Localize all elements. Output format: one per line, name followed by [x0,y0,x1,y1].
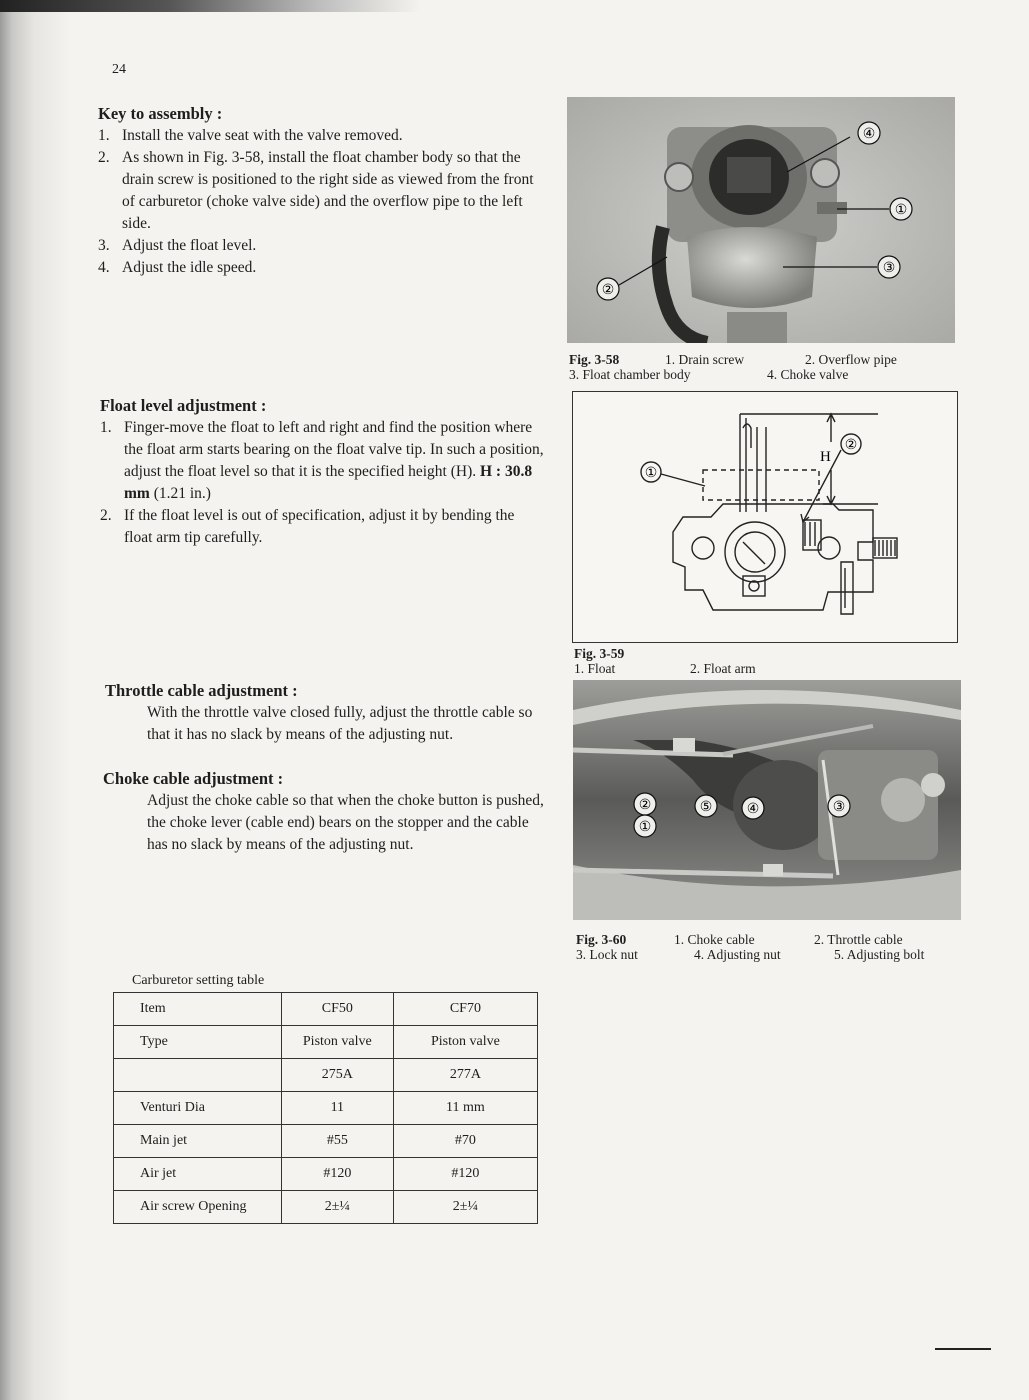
throttle-section [105,681,545,746]
table-cell: #70 [393,1125,537,1158]
assembly-heading: Key to assembly : [98,104,223,123]
table-cell: 2±¼ [393,1191,537,1224]
table-row [114,1125,538,1158]
float-level-section [100,396,546,549]
float-level-step: 1. Finger-move the float to left and right and find the position where the float arm starts bearing on the float valve tip. In such a position, adjust the float level so that it is the specified height (H). H : 30.8 mm (1.21 in.) [100,419,544,502]
assembly-steps [98,125,543,279]
table-row [114,1059,538,1092]
table-cell: Main jet [114,1125,282,1158]
spec-value: 30.8 mm [124,463,533,502]
fig59-label: Fig. 3-59 [574,646,625,661]
table-cell: Piston valve [281,1026,393,1059]
fig58-label: Fig. 3-58 [569,352,620,367]
table-cell: Type [114,1026,282,1059]
float-level-steps [100,417,546,549]
fig60-item: 3. Lock nut [576,947,638,962]
carburetor-setting-table [113,992,538,1224]
binding-shadow [0,0,70,1400]
spec-inch: (1.21 in.) [153,485,211,502]
fig60-label: Fig. 3-60 [576,932,627,947]
table-row [114,993,538,1026]
fig58-item: 1. Drain screw [665,352,745,367]
fig59-callout-1: ① [644,466,658,481]
fig59-callout-2: ② [844,438,858,453]
fig58-item: 2. Overflow pipe [805,352,897,367]
table-cell: CF50 [281,993,393,1026]
fig58-callout-1: ① [894,203,908,218]
table-cell: CF70 [393,993,537,1026]
choke-section [103,769,545,856]
table-cell [114,1059,282,1092]
table-row [114,1092,538,1125]
fig59-item: 1. Float [574,661,616,676]
fig58-item: 3. Float chamber body [569,367,691,382]
fig-3-59-caption [574,646,874,676]
table-cell: Venturi Dia [114,1092,282,1125]
table-cell: #120 [393,1158,537,1191]
table-title: Carburetor setting table [132,973,265,988]
table-cell: 277A [393,1059,537,1092]
assembly-step: 2. As shown in Fig. 3-58, install the float chamber body so that the drain screw is positioned to the right side as viewed from the front of carburetor (choke valve side) and the overflow pipe to the left side. [98,149,534,232]
top-edge-shadow [0,0,420,12]
table-cell: 11 [281,1092,393,1125]
float-level-heading: Float level adjustment : [100,396,267,415]
fig60-item: 5. Adjusting bolt [834,947,925,962]
fig60-callout-3: ③ [832,800,846,815]
assembly-step: 3. Adjust the float level. [98,237,257,254]
assembly-section [98,104,543,279]
choke-text: Adjust the choke cable so that when the choke button is pushed, the choke lever (cable end) bears on the stopper and the cable has no slack by means of the adjusting nut. [147,792,544,853]
table-row [114,1191,538,1224]
fig-3-60-photo [573,680,961,920]
fig-3-60-caption [576,932,961,962]
table-row [114,1026,538,1059]
table-cell: Air jet [114,1158,282,1191]
table-cell: 275A [281,1059,393,1092]
page-number: 24 [112,62,126,77]
fig-3-58-photo [567,97,955,343]
table-cell: Air screw Opening [114,1191,282,1224]
float-level-step: 2. If the float level is out of specification, adjust it by bending the float arm tip carefully. [100,507,515,546]
fig60-callout-2: ② [638,798,652,813]
spec-label: H : [479,463,502,480]
table-cell: 11 mm [393,1092,537,1125]
table-cell: 2±¼ [281,1191,393,1224]
fig59-item: 2. Float arm [690,661,756,676]
table-cell: #55 [281,1125,393,1158]
fig58-callout-3: ③ [882,261,896,276]
table-cell: #120 [281,1158,393,1191]
fig58-item: 4. Choke valve [767,367,849,382]
fig59-h-label: H [820,449,831,465]
fig-3-58-caption [569,352,949,382]
corner-rule [935,1348,991,1350]
fig-3-59-diagram [572,391,958,643]
fig58-callout-4: ④ [862,127,876,142]
assembly-step: 1. Install the valve seat with the valve removed. [98,127,403,144]
choke-heading: Choke cable adjustment : [103,769,284,788]
table-cell: Item [114,993,282,1026]
fig60-item: 1. Choke cable [674,932,755,947]
throttle-heading: Throttle cable adjustment : [105,681,298,700]
fig60-item: 4. Adjusting nut [694,947,781,962]
table-cell: Piston valve [393,1026,537,1059]
throttle-text: With the throttle valve closed fully, adjust the throttle cable so that it has no slack by means of the adjusting nut. [147,704,533,743]
fig60-callout-1: ① [638,820,652,835]
assembly-step: 4. Adjust the idle speed. [98,259,257,276]
fig60-callout-4: ④ [746,802,760,817]
fig58-callout-2: ② [601,283,615,298]
fig60-item: 2. Throttle cable [814,932,903,947]
fig60-callout-5: ⑤ [699,800,713,815]
table-row [114,1158,538,1191]
